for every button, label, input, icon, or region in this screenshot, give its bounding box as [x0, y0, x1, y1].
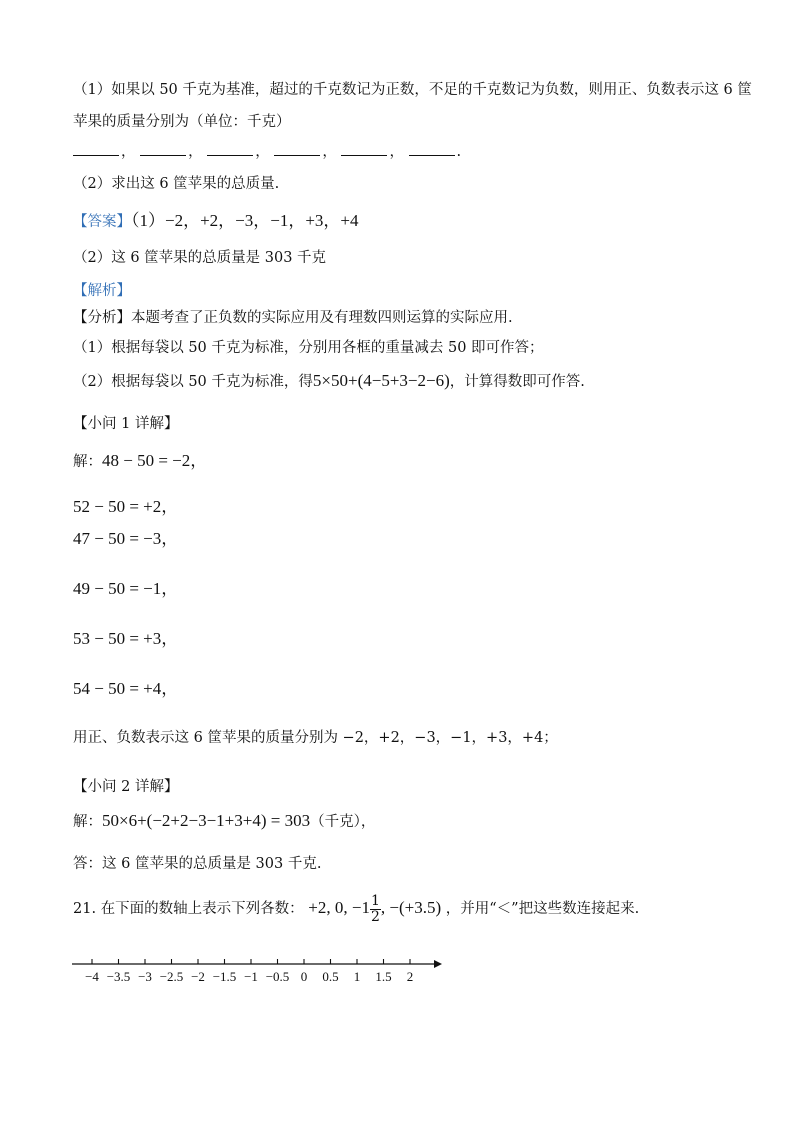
tick-label: 1 — [353, 969, 361, 984]
answer-part2: （2）这 6 筐苹果的总质量是 303 千克 — [73, 250, 327, 266]
detail2-eq: 解：50×6+(−2+2−3−1+3+4) = 303（千克）， — [73, 811, 376, 830]
analysis-tag: 【解析】 — [73, 283, 131, 299]
tick-label: 0.5 — [322, 969, 339, 984]
answer-tag: 【答案】 — [73, 214, 131, 230]
answer-part1: （1）−2，+2，−3，−1，+3，+4 — [131, 211, 359, 230]
tick-label: −3 — [138, 969, 152, 984]
tick-label: −2 — [191, 969, 205, 984]
analysis-p1: （1）根据每袋以 50 千克为标准，分别用各框的重量减去 50 即可作答； — [73, 340, 544, 356]
blank-2[interactable] — [140, 155, 186, 156]
analysis-p2-math: 5×50+(4−5+3−2−6) — [312, 371, 450, 390]
blank-6[interactable] — [409, 155, 455, 156]
detail2-title: 【小问 2 详解】 — [73, 779, 179, 795]
question-part2: （2）求出这 6 筐苹果的总质量. — [73, 176, 280, 192]
tick-label: −1 — [244, 969, 258, 984]
question-part1-line1: （1）如果以 50 千克为基准，超过的千克数记为正数，不足的千克数记为负数，则用正、负数表示这 6 筐 — [73, 82, 752, 98]
question-21: 21. 在下面的数轴上表示下列各数： +2, 0, −1 $\frac{1}{2}$ , −(+3.5) ，并用“＜”把这些数连接起来. — [73, 893, 640, 925]
tick-label: 1.5 — [375, 969, 392, 984]
tick-label: −2.5 — [159, 969, 184, 984]
detail1-eq1: 解：48 − 50 = −2， — [73, 451, 208, 470]
tick-label: −0.5 — [265, 969, 290, 984]
detail1-eq4: 49 − 50 = −1， — [73, 579, 179, 598]
answer-line — [73, 206, 359, 231]
arrow-right-icon — [434, 960, 442, 968]
detail1-conclusion: 用正、负数表示这 6 筐苹果的质量分别为 −2，+2，−3，−1，+3，+4； — [73, 730, 558, 746]
detail1-eq5: 53 − 50 = +3， — [73, 629, 179, 648]
tick-label: −4 — [85, 969, 99, 984]
tick-label: 0 — [300, 969, 308, 984]
detail1-eq2: 52 − 50 = +2， — [73, 497, 179, 516]
fraction-one-half: $\frac{1}{2}$ — [370, 893, 380, 925]
blank-1[interactable] — [73, 155, 119, 156]
tick-label: 2 — [406, 969, 414, 984]
tick-label: −1.5 — [212, 969, 237, 984]
tick-label: −3.5 — [106, 969, 131, 984]
analysis-fenxi: 【分析】本题考查了正负数的实际应用及有理数四则运算的实际应用. — [73, 310, 513, 326]
detail1-eq6: 54 − 50 = +4， — [73, 679, 179, 698]
detail2-answer: 答：这 6 筐苹果的总质量是 303 千克. — [73, 856, 322, 872]
question-part1-line2: 苹果的质量分别为（单位：千克） — [73, 114, 291, 130]
blank-5[interactable] — [341, 155, 387, 156]
analysis-p2: （2）根据每袋以 50 千克为标准，得5×50+(4−5+3−2−6)，计算得数即可作答. — [73, 371, 585, 390]
detail1-eq3: 47 − 50 = −3， — [73, 529, 179, 548]
number-line[interactable] — [72, 955, 452, 995]
blank-4[interactable] — [274, 155, 320, 156]
answer-blanks[interactable]: ， ， ， ， ， . — [73, 140, 461, 161]
blank-3[interactable] — [207, 155, 253, 156]
detail1-title: 【小问 1 详解】 — [73, 416, 179, 432]
